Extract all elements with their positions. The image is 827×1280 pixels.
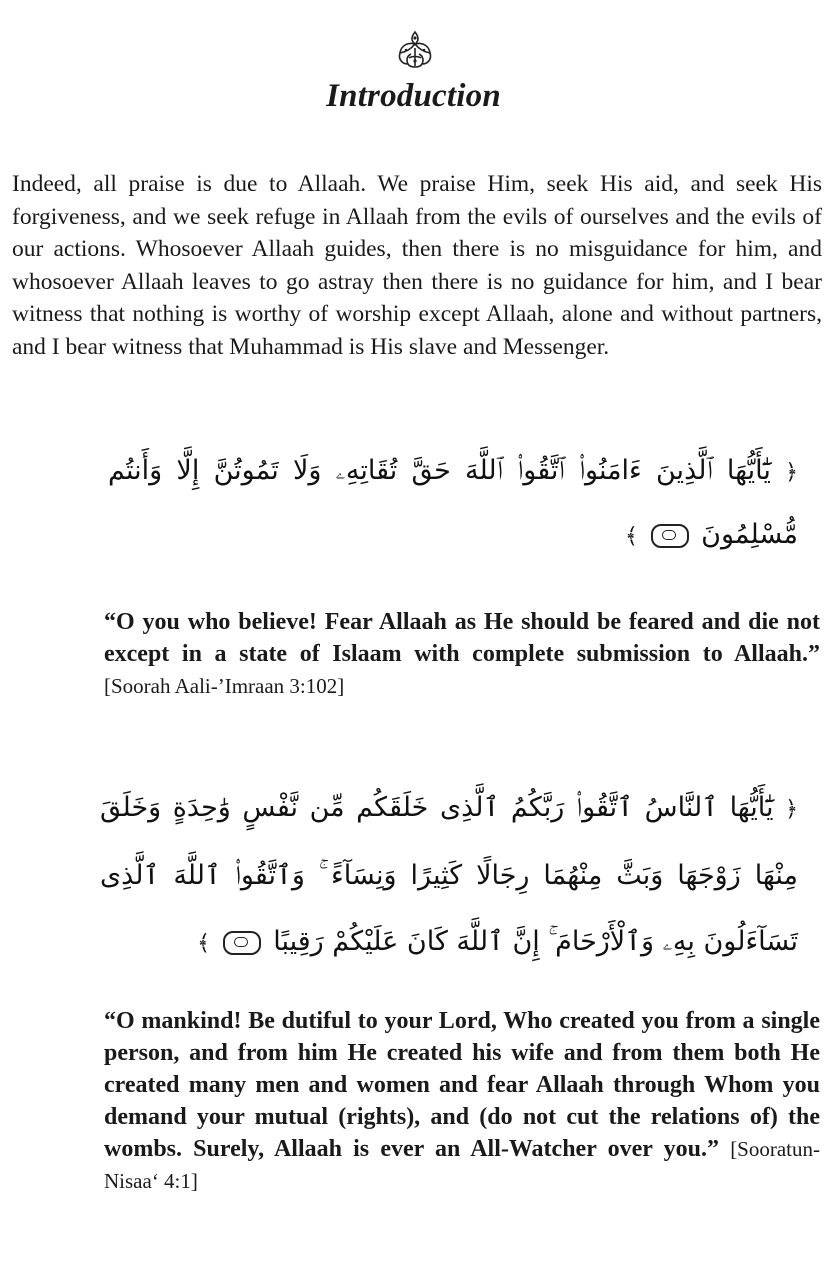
verse-reference: [Sooratun-Nisaa‘ 4:1] [104, 1137, 821, 1193]
verse-bracket-open: ﴿ [785, 797, 798, 822]
verse-translation-1 [104, 606, 820, 702]
translation-text: “O mankind! Be dutiful to your Lord, Who created you from a single person, and from him He created his wife and from them both He created many men and women and fear Allaah through Whom you demand your mutual (rights), and (do not cut the relations of) the wombs. Surely, Allaah is ever an All-Watcher over you.” [104, 1008, 820, 1162]
verse-bracket-close: ﴾ [625, 524, 638, 549]
arabic-verse-1 [108, 440, 798, 568]
arabic-verse-text: يَٰٓأَيُّهَا ٱلنَّاسُ ٱتَّقُوا۟ رَبَّكُمُ ٱلَّذِى خَلَقَكُم مِّن نَّفْسٍ وَٰحِدَةٍ وَخَلَقَ مِنْهَا زَوْجَهَا وَبَثَّ مِنْهُمَا رِجَالًا كَثِيرًا وَنِسَآءً ۚ وَٱتَّقُوا۟ ٱللَّهَ ٱلَّذِى تَسَآءَلُونَ بِهِۦ وَٱلْأَرْحَامَ ۚ إِنَّ ٱللَّهَ كَانَ عَلَيْكُمْ رَقِيبًا [100, 792, 798, 957]
verse-bracket-close: ﴾ [197, 931, 211, 956]
verse-reference: [Soorah Aali-’Imraan 3:102] [104, 674, 345, 698]
page-title: Introduction [326, 78, 501, 114]
arabic-verse-text: يَٰٓأَيُّهَا ٱلَّذِينَ ءَامَنُوا۟ ٱتَّقُوا۟ ٱللَّهَ حَقَّ تُقَاتِهِۦ وَلَا تَمُوتُنَّ إِلَّا وَأَنتُم مُّسْلِمُونَ [108, 455, 798, 550]
intro-paragraph: Indeed, all praise is due to Allaah. We praise Him, seek His aid, and seek His forgiveness, and we seek refuge in Allaah from the evils of ourselves and the evils of our actions. Whosoever Allaah guides, then there is no misguidance for him, and whosoever Allaah leaves to go astray then there is no guidance for him, and I bear witness that nothing is worthy of worship except Allaah, alone and without partners, and I bear witness that Muhammad is His slave and Messenger. [12, 171, 822, 360]
ayah-number-marker-icon [651, 524, 689, 548]
ayah-number-marker-icon [223, 931, 261, 955]
arabic-verse-2 [100, 775, 798, 977]
verse-translation-2 [104, 1005, 820, 1197]
floral-ornament-icon [392, 28, 438, 72]
verse-bracket-open: ﴿ [785, 460, 798, 485]
translation-text: “O you who believe! Fear Allaah as He should be feared and die not except in a state of Islaam with complete submission to Allaah.” [104, 609, 820, 667]
